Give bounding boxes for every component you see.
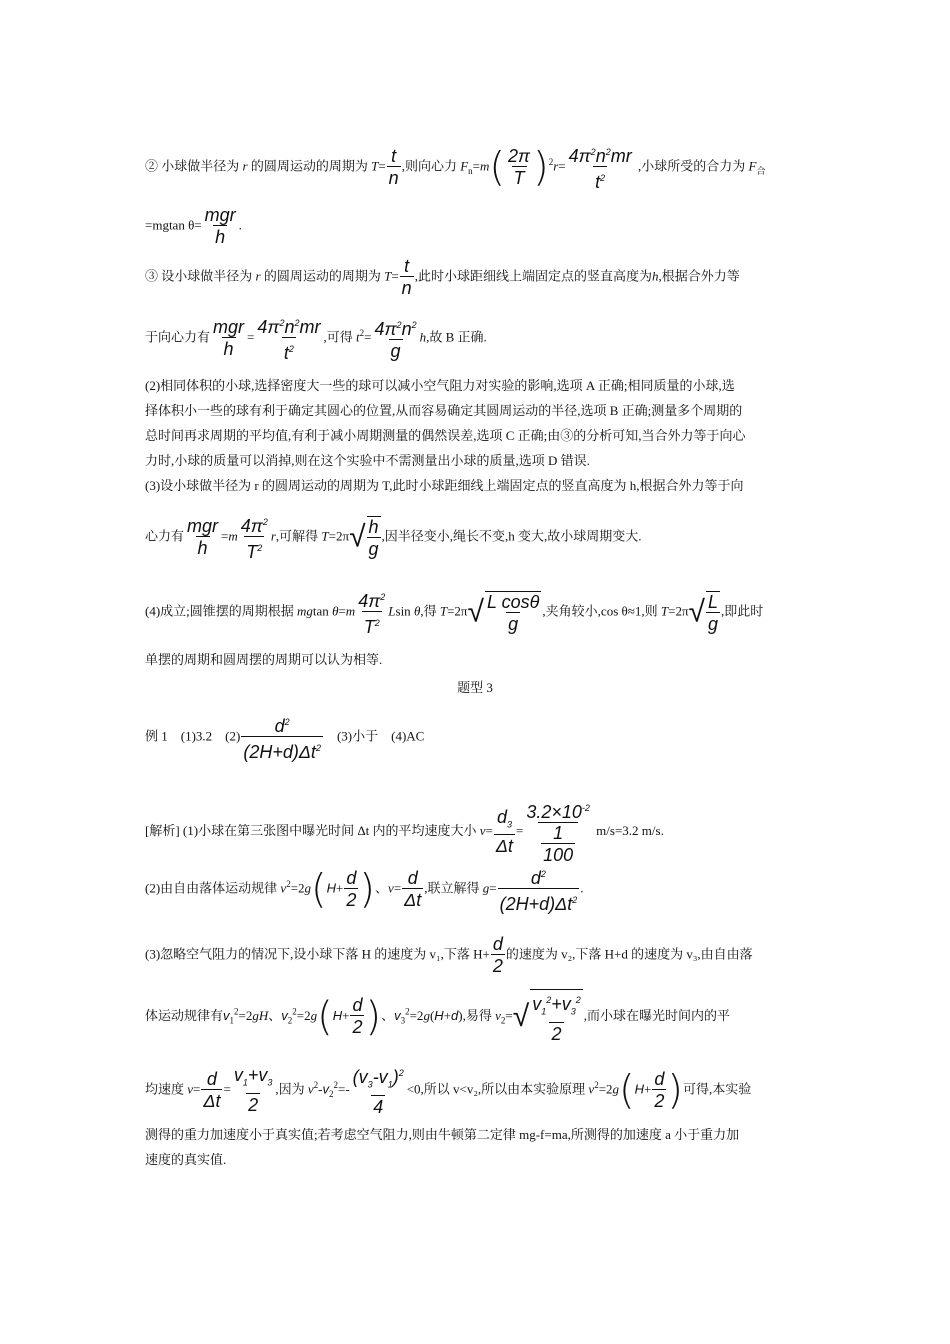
example-1: 例 1 (1)3.2 (2) $\frac{d^2}{(2H+d)\Delta t^2}$ (3)小于 (4)AC — [145, 716, 425, 762]
para-4-line-2: 单摆的周期和圆周摆的周期可以认为相等. — [145, 652, 383, 667]
line-3: ③ 设小球做半径为 r 的圆周运动的周期为 T= $\frac{t}{n}$ ,此时小球距细线上端固定点的竖直高度为h,根据合外力等 — [145, 256, 740, 298]
section-title: 题型 3 — [457, 680, 493, 695]
analysis-3-line-5: 速度的真实值. — [145, 1152, 227, 1167]
analysis-3-line-4: 测得的重力加速度小于真实值;若考虑空气阻力,则由牛顿第二定律 mg-f=ma,所测得的加速度 a 小于重力加 — [145, 1127, 740, 1142]
line-4: 于向心力有 mgr h = $\frac{4\pi^2n^2mr}{t^2}$ ,可得 $t^2=$ $\frac{4\pi^2n^2}{g}$ h,故 B 正确. — [145, 317, 487, 363]
analysis-3-line-3: 均速度 v= $\frac{d}{\Delta t}$ = $\frac{v_1+v_3}{2}$ ,因为 $v^2-v_2^2=-$ $\frac{(v_3-v_1)^2}{4}$ <0,所以 v<v₂,所以由本实验原理 $v^2=2g(H+$ $\frac{d}{2}$ )可得,本实验 — [145, 1065, 752, 1117]
para-2-line-1: (2)相同体积的小球,选择密度大一些的球可以减小空气阻力对实验的影响,选项 A 正确;相同质量的小球,选 — [145, 378, 735, 393]
para-2-line-2: 择体积小一些的球有利于确定其圆心的位置,从而容易确定其圆周运动的半径,选项 B 正确;测量多个周期的 — [145, 403, 743, 418]
para-2-line-3: 总时间再求周期的平均值,有利于减小周期测量的偶然误差,选项 C 正确;由③的分析可知,当合外力等于向心 — [145, 428, 746, 443]
para-3-line-2: 心力有 mgr h =m $\frac{4\pi^2}{T^2}$ r,可解得 T=2π√ $\frac{h}{g}$ ,因半径变小,绳长不变,h 变大,故小球周期变大. — [145, 516, 642, 562]
analysis-3-line-1: (3)忽略空气阻力的情况下,设小球下落 H 的速度为 v₁,下落 H+ $\frac{d}{2}$ 的速度为 v₂,下落 H+d 的速度为 v₃,由自由落 — [145, 934, 753, 976]
para-4-line-1: (4)成立;圆锥摆的周期根据 mgtan θ=m $\frac{4\pi^2}{T^2}$ Lsin θ,得 T=2π√ $\frac{\text{L cosθ}}{g}$ ,夹角较小,cos θ≈1,则 T=2π√ $\frac{L}{g}$ ,即此时 — [145, 591, 764, 637]
para-2-line-4: 力时,小球的质量可以消掉,则在这个实验中不需测量出小球的质量,选项 D 错误. — [145, 453, 590, 468]
line-2: =mgtan θ= mgr h . — [145, 205, 242, 247]
fraction: $\frac{t}{n}$ — [388, 146, 399, 188]
analysis-1: [解析] (1)小球在第三张图中曝光时间 Δt 内的平均速度大小 v= $\frac{d_3}{\Delta t}$ = $\frac{3.2\times 10^{-2}}{\frac{1}{100}}$ m/s=3.2 m/s. — [145, 802, 664, 865]
line-1: ② 小球做半径为 r 的圆周运动的周期为 T= $\frac{t}{n}$ ,则向心力 $F_n=m$( $\frac{2\pi}{T}$ )$^2$r= $\frac{4\pi^2n^2mr}{t^2}$ ,小球所受的合力为 $F_合$ — [145, 144, 766, 192]
para-3-line-1: (3)设小球做半径为 r 的圆周运动的周期为 T,此时小球距细线上端固定点的竖直高度为 h,根据合外力等于向 — [145, 478, 744, 493]
analysis-3-line-2: 体运动规律有$v_1^2=2gH$、$v_2^2=2g(H+$ $\frac{d}{2}$ )、$v_3^2=2g(H+d)$,易得 $v_2=√$ $\frac{v_1^2+v_3^2}{2}$ ,而小球在曝光时间内的平 — [145, 989, 730, 1045]
analysis-2: (2)由自由落体运动规律 $v^2=2g(H+$ $\frac{d}{2}$ )、v= $\frac{d}{\Delta t}$ ,联立解得 g= $\frac{d^2}{(2H+d)\Delta t^2}$ . — [145, 866, 584, 914]
